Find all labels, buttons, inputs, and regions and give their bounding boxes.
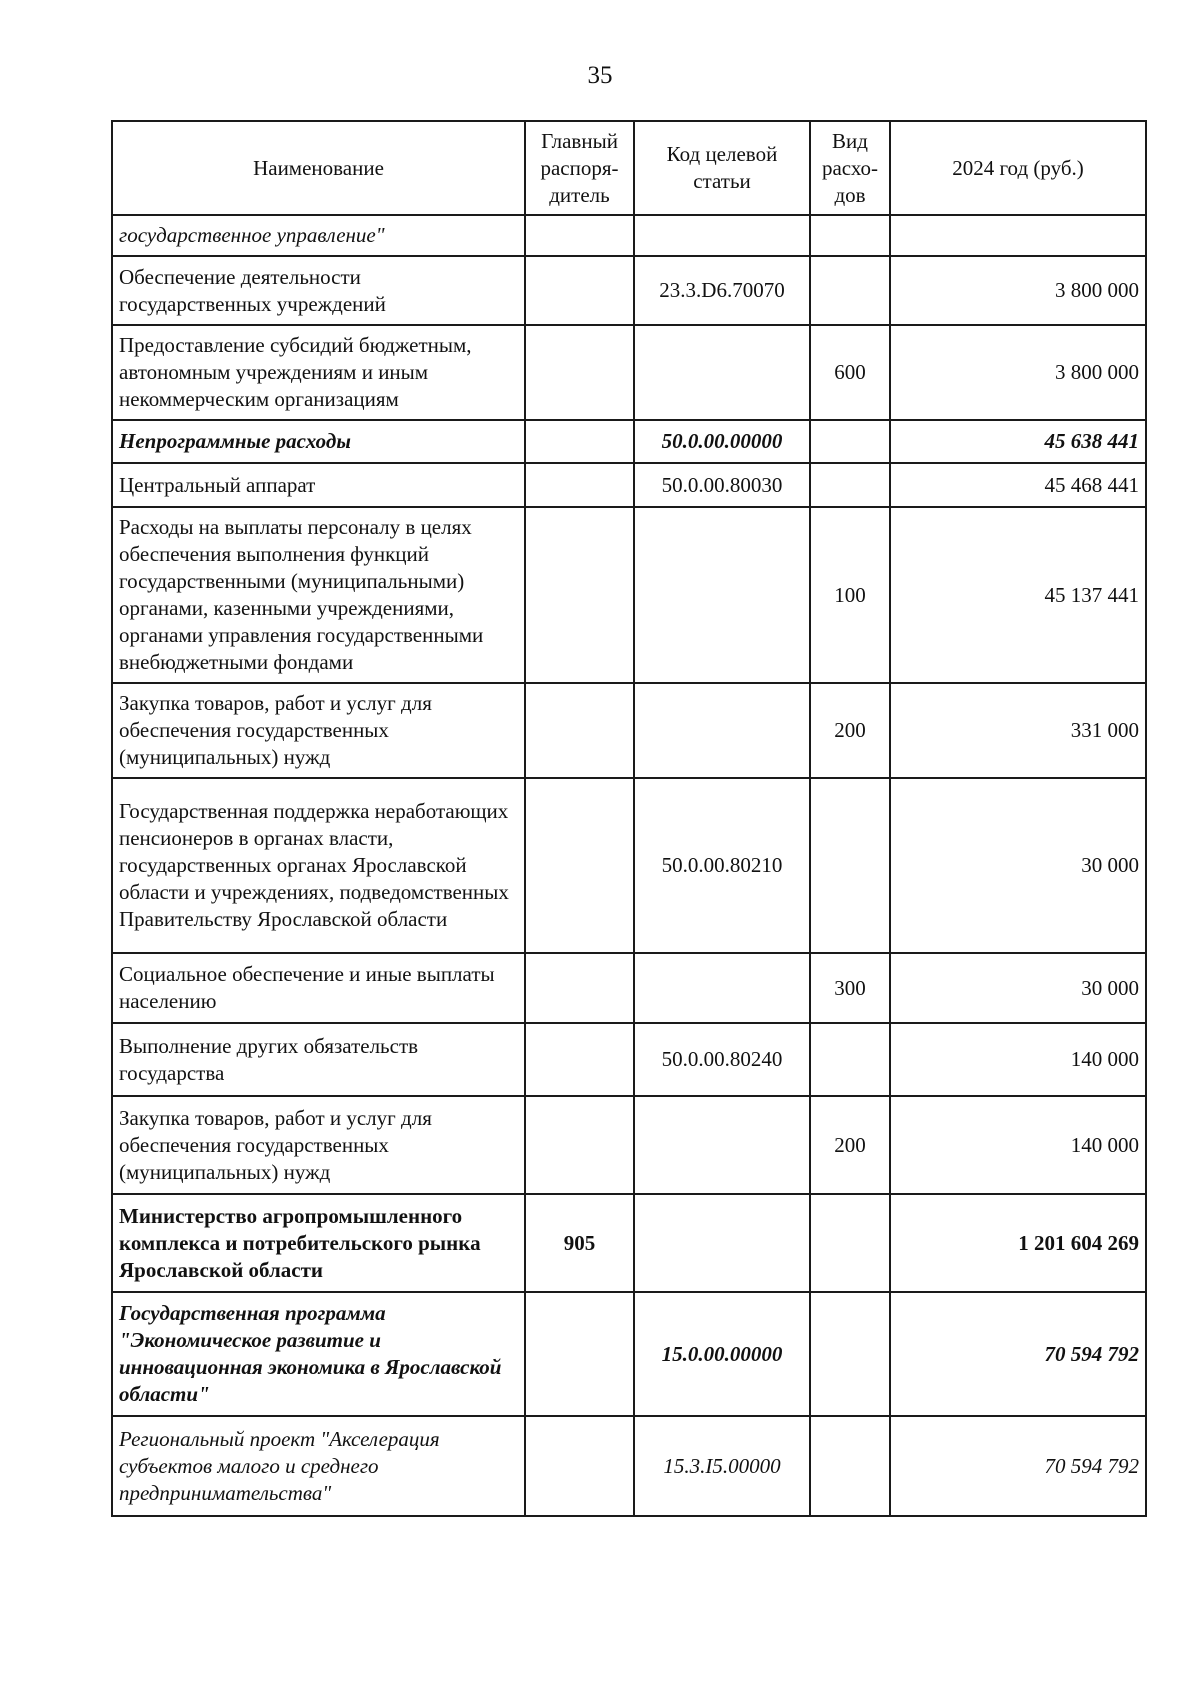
row-amount: 45 468 441	[890, 463, 1146, 507]
row-kind	[810, 778, 890, 953]
table-row	[112, 256, 1146, 325]
row-amount: 45 638 441	[890, 420, 1146, 463]
header-name: Наименование	[112, 121, 525, 215]
table-row	[112, 1194, 1146, 1292]
row-code: 15.0.00.00000	[634, 1292, 810, 1416]
row-amount: 70 594 792	[890, 1416, 1146, 1516]
header-manager: Главный распоря-дитель	[525, 121, 634, 215]
row-kind	[810, 463, 890, 507]
row-manager	[525, 683, 634, 778]
row-amount: 3 800 000	[890, 256, 1146, 325]
row-kind	[810, 215, 890, 256]
row-code	[634, 683, 810, 778]
row-name: Расходы на выплаты персоналу в целях обеспечения выполнения функций государственными (муниципальными) органами, казенными учреждениями, органами управления государственными внебюджетными фондами	[112, 507, 525, 683]
row-manager	[525, 953, 634, 1023]
row-code: 15.3.I5.00000	[634, 1416, 810, 1516]
row-name: государственное управление"	[112, 215, 525, 256]
row-manager	[525, 1096, 634, 1194]
row-manager	[525, 1023, 634, 1096]
row-manager	[525, 420, 634, 463]
row-code: 50.0.00.80030	[634, 463, 810, 507]
row-code	[634, 325, 810, 420]
row-amount: 45 137 441	[890, 507, 1146, 683]
row-kind: 600	[810, 325, 890, 420]
row-name: Социальное обеспечение и иные выплаты населению	[112, 953, 525, 1023]
row-name: Центральный аппарат	[112, 463, 525, 507]
row-manager	[525, 325, 634, 420]
row-manager	[525, 1416, 634, 1516]
row-name: Закупка товаров, работ и услуг для обеспечения государственных (муниципальных) нужд	[112, 1096, 525, 1194]
row-kind: 100	[810, 507, 890, 683]
row-code	[634, 953, 810, 1023]
row-kind	[810, 420, 890, 463]
row-name: Региональный проект "Акселерация субъектов малого и среднего предпринимательства"	[112, 1416, 525, 1516]
table-row	[112, 463, 1146, 507]
row-kind	[810, 1416, 890, 1516]
row-code	[634, 1194, 810, 1292]
row-name: Непрограммные расходы	[112, 420, 525, 463]
row-kind	[810, 1023, 890, 1096]
table-row	[112, 1096, 1146, 1194]
row-manager	[525, 215, 634, 256]
row-kind	[810, 256, 890, 325]
row-amount: 30 000	[890, 778, 1146, 953]
row-amount: 140 000	[890, 1023, 1146, 1096]
row-name: Выполнение других обязательств государства	[112, 1023, 525, 1096]
page-number: 35	[587, 62, 613, 89]
row-code	[634, 1096, 810, 1194]
row-manager	[525, 778, 634, 953]
row-amount: 30 000	[890, 953, 1146, 1023]
header-kind: Вид расхо-дов	[810, 121, 890, 215]
row-name: Обеспечение деятельности государственных учреждений	[112, 256, 525, 325]
header-code: Код целевой статьи	[634, 121, 810, 215]
header-year: 2024 год (руб.)	[890, 121, 1146, 215]
row-code: 50.0.00.80240	[634, 1023, 810, 1096]
row-code: 50.0.00.00000	[634, 420, 810, 463]
table-row	[112, 1416, 1146, 1516]
row-amount	[890, 215, 1146, 256]
row-manager: 905	[525, 1194, 634, 1292]
row-manager	[525, 256, 634, 325]
row-kind: 300	[810, 953, 890, 1023]
table-row	[112, 1023, 1146, 1096]
budget-table	[111, 120, 1147, 1517]
row-amount: 1 201 604 269	[890, 1194, 1146, 1292]
table-row	[112, 683, 1146, 778]
row-name: Государственная программа "Экономическое развитие и инновационная экономика в Ярославской области"	[112, 1292, 525, 1416]
row-kind	[810, 1292, 890, 1416]
table-row	[112, 507, 1146, 683]
table-row	[112, 325, 1146, 420]
row-code: 23.3.D6.70070	[634, 256, 810, 325]
row-name: Закупка товаров, работ и услуг для обеспечения государственных (муниципальных) нужд	[112, 683, 525, 778]
row-code: 50.0.00.80210	[634, 778, 810, 953]
table-row	[112, 1292, 1146, 1416]
row-code	[634, 507, 810, 683]
row-name: Министерство агропромышленного комплекса и потребительского рынка Ярославской области	[112, 1194, 525, 1292]
row-amount: 3 800 000	[890, 325, 1146, 420]
table-row	[112, 778, 1146, 953]
row-amount: 70 594 792	[890, 1292, 1146, 1416]
row-manager	[525, 463, 634, 507]
table-row	[112, 953, 1146, 1023]
row-name: Предоставление субсидий бюджетным, автономным учреждениям и иным некоммерческим организациям	[112, 325, 525, 420]
table-header-row	[112, 121, 1146, 215]
row-kind	[810, 1194, 890, 1292]
row-kind: 200	[810, 683, 890, 778]
row-name: Государственная поддержка неработающих пенсионеров в органах власти, государственных органах Ярославской области и учреждениях, подведомственных Правительству Ярославской области	[112, 778, 525, 953]
table-row	[112, 420, 1146, 463]
row-amount: 140 000	[890, 1096, 1146, 1194]
row-manager	[525, 507, 634, 683]
row-manager	[525, 1292, 634, 1416]
row-code	[634, 215, 810, 256]
row-kind: 200	[810, 1096, 890, 1194]
row-amount: 331 000	[890, 683, 1146, 778]
table-row	[112, 215, 1146, 256]
